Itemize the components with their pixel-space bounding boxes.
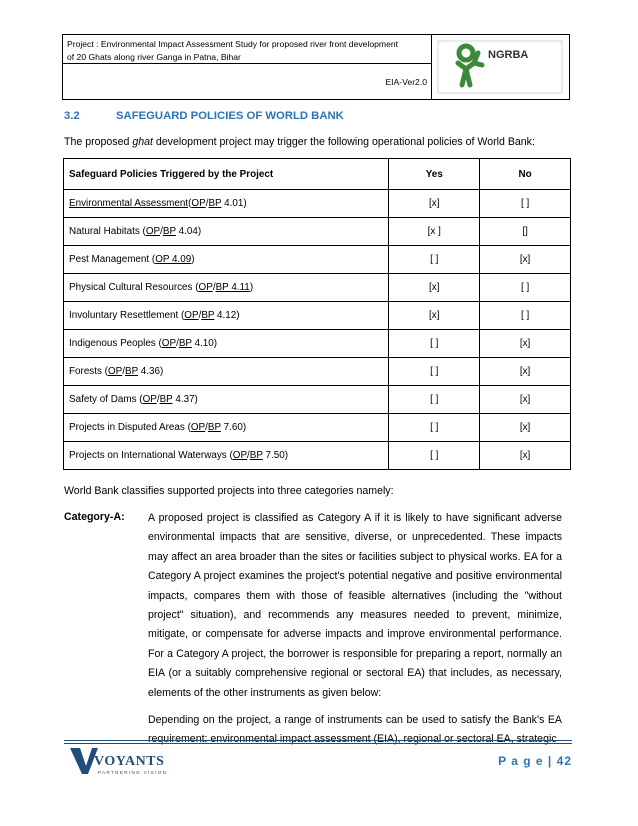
policy-name: Indigenous Peoples xyxy=(69,338,156,349)
policy-op-ref: OP xyxy=(232,450,248,461)
no-cell: [ ] xyxy=(480,190,571,218)
no-cell: [ ] xyxy=(480,302,571,330)
policy-cell xyxy=(64,218,389,246)
policy-ref-number: 4.12) xyxy=(214,310,240,321)
policy-op-ref: OP xyxy=(198,282,213,293)
intro-text-before: The proposed xyxy=(64,136,133,148)
policy-slash: / xyxy=(212,282,216,293)
category-a-paragraph-2: Depending on the project, a range of instruments can be used to satisfy the Bank's EA requirement: environmental impact assessment (EIA), regional or sectoral EA, strategic xyxy=(148,714,562,746)
policy-op-ref: OP xyxy=(107,366,123,377)
section-title: SAFEGUARD POLICIES OF WORLD BANK xyxy=(116,110,344,122)
policy-ref-number: 4.01) xyxy=(221,198,247,209)
policy-paren-open: ( xyxy=(139,226,146,237)
page-number-label xyxy=(498,754,572,768)
no-cell: [x] xyxy=(480,386,571,414)
policy-op-ref: OP 4.09 xyxy=(155,254,192,265)
header-project-line1: Project : Environmental Impact Assessment Study for proposed river front development xyxy=(67,39,399,49)
policy-bp-ref: BP xyxy=(201,310,215,321)
header-version: EIA-Ver2.0 xyxy=(385,77,427,87)
policy-paren-open: ( xyxy=(101,366,108,377)
no-cell: [] xyxy=(480,218,571,246)
table-row xyxy=(64,302,571,330)
no-cell: [x] xyxy=(480,358,571,386)
category-a-label: Category-A: xyxy=(64,511,125,523)
policy-ref-number: 4.37) xyxy=(172,394,198,405)
policy-cell xyxy=(64,330,389,358)
policy-op-ref: OP xyxy=(191,198,206,209)
table-header-row xyxy=(64,159,571,190)
policy-ref-number: ) xyxy=(249,282,254,293)
policy-bp-ref: BP xyxy=(178,338,192,349)
policy-slash: / xyxy=(205,198,209,209)
policy-ref-number: 7.50) xyxy=(262,450,289,461)
policy-ref-number: 4.04) xyxy=(175,226,202,237)
policy-paren-open: ( xyxy=(155,338,162,349)
policy-op-ref: OP xyxy=(145,226,161,237)
policy-paren-open: ( xyxy=(188,198,192,209)
table-row xyxy=(64,274,571,302)
header-policy: Safeguard Policies Triggered by the Project xyxy=(64,159,389,190)
policy-name: Safety of Dams xyxy=(69,394,137,405)
classification-line: World Bank classifies supported projects into three categories namely: xyxy=(64,485,394,497)
yes-cell: [ ] xyxy=(389,442,480,470)
yes-cell: [ ] xyxy=(389,246,480,274)
company-tagline: PARTNERING VISION xyxy=(98,770,168,775)
policy-op-ref: OP xyxy=(161,338,177,349)
table-row xyxy=(64,442,571,470)
policy-cell xyxy=(64,246,389,274)
policy-ref-number: 7.60) xyxy=(220,422,247,433)
ngrba-logo xyxy=(432,35,569,99)
policy-bp-ref: BP xyxy=(159,394,173,405)
section-number: 3.2 xyxy=(64,110,80,122)
policy-slash: / xyxy=(198,310,202,321)
no-cell: [x] xyxy=(480,442,571,470)
intro-italic-word: ghat xyxy=(132,136,153,148)
header-no: No xyxy=(480,159,571,190)
intro-text-after: development project may trigger the following operational policies of World Bank: xyxy=(152,136,535,148)
policy-bp-ref: BP 4.11 xyxy=(215,282,250,293)
policy-cell xyxy=(64,274,389,302)
policy-paren-open: ( xyxy=(184,422,191,433)
policy-paren-open: ( xyxy=(192,282,199,293)
policy-bp-ref: BP xyxy=(207,422,221,433)
policy-op-ref: OP xyxy=(184,310,199,321)
yes-cell: [x] xyxy=(389,190,480,218)
table-row xyxy=(64,190,571,218)
policy-paren-open: ( xyxy=(136,394,143,405)
policy-slash: / xyxy=(122,366,126,377)
page-prefix: P a g e | xyxy=(498,754,553,768)
no-cell: [ ] xyxy=(480,274,571,302)
footer-rule xyxy=(64,740,572,741)
policy-name: Pest Management xyxy=(69,254,150,265)
policy-name: Physical Cultural Resources xyxy=(69,282,193,293)
policy-name: Environmental Assessment xyxy=(69,198,189,209)
policy-slash: / xyxy=(156,394,160,405)
no-cell: [x] xyxy=(480,246,571,274)
yes-cell: [ ] xyxy=(389,330,480,358)
yes-cell: [ ] xyxy=(389,358,480,386)
intro-paragraph xyxy=(64,136,535,148)
policy-slash: / xyxy=(176,338,179,349)
category-a-body xyxy=(148,509,562,750)
policy-slash: / xyxy=(205,422,208,433)
header-divider xyxy=(63,63,431,64)
policy-name: Involuntary Resettlement xyxy=(69,310,179,321)
table-row xyxy=(64,330,571,358)
safeguard-policies-table xyxy=(63,158,571,470)
policy-paren-open: ( xyxy=(178,310,185,321)
policy-op-ref: OP xyxy=(142,394,157,405)
policy-paren-open: ( xyxy=(226,450,233,461)
policy-cell xyxy=(64,302,389,330)
yes-cell: [x ] xyxy=(389,218,480,246)
policy-name: Forests xyxy=(69,366,102,377)
policy-ref-number: 4.10) xyxy=(191,338,218,349)
policy-cell xyxy=(64,386,389,414)
policy-slash: / xyxy=(160,226,163,237)
ngrba-tree-icon xyxy=(432,35,569,99)
policy-ref-number: 4.36) xyxy=(138,366,164,377)
policy-slash: / xyxy=(247,450,250,461)
table-row xyxy=(64,358,571,386)
category-a-paragraph-1: A proposed project is classified as Category A if it is likely to have significant adverse environmental impacts that are sensitive, diverse, or unprecedented. These impacts may affect an area broader than the sites or facilities subject to physical works. EA for a Category A project examines the project's potential negative and positive environmental impacts, compares them with those of feasible alternatives (including the "without project" situation), and recommends any measures needed to prevent, minimize, mitigate, or compensate for adverse impacts and improve environmental performance. For a Category A project, the borrower is responsible for preparing a report, normally an EIA (or a suitably comprehensive regional or sectoral EA) that includes, as necessary, elements of the other instruments as given below: xyxy=(148,512,562,699)
policy-op-ref: OP xyxy=(190,422,206,433)
policy-cell xyxy=(64,358,389,386)
table-row xyxy=(64,218,571,246)
yes-cell: [x] xyxy=(389,274,480,302)
section-heading xyxy=(64,110,344,122)
company-name: VOYANTS xyxy=(94,754,165,769)
yes-cell: [ ] xyxy=(389,414,480,442)
policy-cell xyxy=(64,190,389,218)
policy-bp-ref: BP xyxy=(125,366,139,377)
policy-ref-number: ) xyxy=(191,254,195,265)
policy-name: Natural Habitats xyxy=(69,226,140,237)
table-row xyxy=(64,246,571,274)
yes-cell: [x] xyxy=(389,302,480,330)
policy-name: Projects in Disputed Areas xyxy=(69,422,185,433)
page-number: 42 xyxy=(556,754,572,768)
policy-name: Projects on International Waterways xyxy=(69,450,227,461)
yes-cell: [ ] xyxy=(389,386,480,414)
header-yes: Yes xyxy=(389,159,480,190)
policy-paren-open: ( xyxy=(149,254,156,265)
voyants-logo xyxy=(68,744,178,778)
header-project-line2: of 20 Ghats along river Ganga in Patna, Bihar xyxy=(67,52,241,62)
logo-text: NGRBA xyxy=(488,49,529,61)
document-header xyxy=(62,34,570,100)
policy-bp-ref: BP xyxy=(162,226,176,237)
no-cell: [x] xyxy=(480,330,571,358)
table-row xyxy=(64,386,571,414)
table-row xyxy=(64,414,571,442)
policy-cell xyxy=(64,414,389,442)
policy-bp-ref: BP xyxy=(208,198,222,209)
no-cell: [x] xyxy=(480,414,571,442)
policy-cell xyxy=(64,442,389,470)
policy-bp-ref: BP xyxy=(249,450,263,461)
header-project-cell xyxy=(63,35,432,99)
